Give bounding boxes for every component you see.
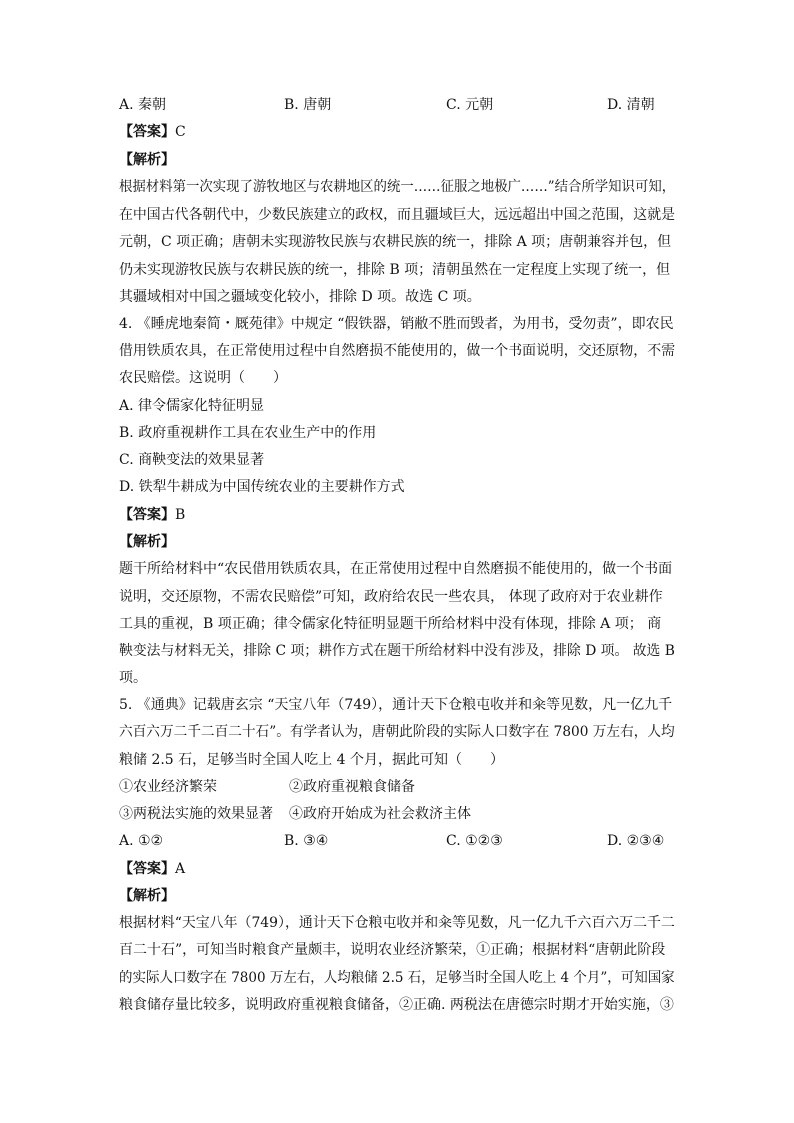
q4-analysis-line: 项。 — [119, 670, 147, 686]
q4-option-d: D. 铁犁牛耕成为中国传统农业的主要耕作方式 — [119, 479, 405, 495]
q5-option-d: D. ②③④ — [607, 833, 665, 849]
answer-tag: 【答案】 — [119, 124, 175, 140]
q3-analysis-line: 仍未实现游牧民族与农耕民族的统一，排除 B 项；清朝虽然在一定程度上实现了统一，但 — [119, 262, 671, 278]
q5-option-a: A. ①② — [119, 833, 164, 849]
q5-answer — [119, 860, 185, 878]
q5-analysis-line: 的实际人口数字在 7800 万左右，人均粮储 2.5 石，足够当时全国人吃上 4 个月”，可知国家 — [119, 970, 675, 986]
q3-analysis-line: 元朝，C 项正确；唐朝未实现游牧民族与农耕民族的统一，排除 A 项；唐朝兼容并包，但 — [119, 234, 672, 250]
q3-analysis-line: 根据材料第一次实现了游牧地区与农耕地区的统一……征服之地极广……”结合所学知识可知， — [119, 179, 676, 195]
answer-value: A — [175, 861, 186, 877]
answer-value: B — [175, 507, 186, 523]
q5-analysis-tag: 【解析】 — [119, 888, 175, 904]
q4-analysis-line: 工具的重视，B 项正确；律令儒家化特征明显题干所给材料中没有体现，排除 A 项； 商 — [119, 616, 662, 632]
answer-value: C — [175, 124, 186, 140]
q5-item-2: ②政府重视粮食储备 — [289, 779, 415, 795]
q3-analysis-tag: 【解析】 — [119, 152, 175, 168]
answer-tag: 【答案】 — [119, 507, 175, 523]
q5-analysis-line: 粮食储存量比较多，说明政府重视粮食储备，②正确. 两税法在唐德宗时期才开始实施，③ — [119, 997, 674, 1013]
q5-option-b: B. ③④ — [284, 833, 329, 849]
q3-analysis-line: 其疆域相对中国之疆域变化较小，排除 D 项。故选 C 项。 — [119, 289, 481, 305]
q3-option-c: C. 元朝 — [446, 97, 494, 113]
q5-analysis-line: 百二十石”，可知当时粮食产量颇丰，说明农业经济繁荣，①正确；根据材料“唐朝此阶段 — [119, 942, 666, 958]
q4-analysis-line: 鞅变法与材料无关，排除 C 项；耕作方式在题干所给材料中没有涉及，排除 D 项。 故选 B — [119, 643, 675, 659]
q3-option-d: D. 清朝 — [607, 97, 655, 113]
q4-stem-line: 农民赔偿。这说明（ ） — [119, 370, 287, 386]
q4-analysis-line: 题干所给材料中“农民借用铁质农具，在正常使用过程中自然磨损不能使用的，做一个书面 — [119, 561, 673, 577]
q4-stem-line: 借用铁质农具，在正常使用过程中自然磨损不能使用的，做一个书面说明，交还原物，不需 — [119, 343, 675, 359]
q4-stem-line: 4. 《睡虎地秦简・厩苑律》中规定 “假铁器，销敝不胜而毁者，为用书，受勿责”，即农民 — [119, 316, 674, 332]
q5-item-4: ④政府开始成为社会救济主体 — [289, 806, 471, 822]
q4-analysis-tag: 【解析】 — [119, 534, 175, 550]
q5-stem-line: 5. 《通典》记载唐玄宗 “天宝八年（749），通计天下仓粮屯收并和籴等见数，凡一亿九千 — [119, 697, 673, 713]
q5-stem-line: 六百六万二千二百二十石”。有学者认为，唐朝此阶段的实际人口数字在 7800 万左右，人均 — [119, 724, 675, 740]
q3-option-a: A. 秦朝 — [119, 97, 167, 113]
answer-tag: 【答案】 — [119, 861, 175, 877]
q5-item-3: ③两税法实施的效果显著 — [119, 806, 273, 822]
q5-stem-line: 粮储 2.5 石，足够当时全国人吃上 4 个月，据此可知（ ） — [119, 752, 504, 768]
q4-option-c: C. 商鞅变法的效果显著 — [119, 452, 265, 468]
q3-answer — [119, 123, 186, 141]
q3-option-b: B. 唐朝 — [284, 97, 332, 113]
q5-option-c: C. ①②③ — [446, 833, 503, 849]
q5-item-1: ①农业经济繁荣 — [119, 779, 217, 795]
q4-answer — [119, 506, 185, 524]
q4-option-b: B. 政府重视耕作工具在农业生产中的作用 — [119, 425, 377, 441]
q4-option-a: A. 律令儒家化特征明显 — [119, 398, 265, 414]
q3-analysis-line: 在中国古代各朝代中，少数民族建立的政权，而且疆域巨大，远远超出中国之范围，这就是 — [119, 207, 675, 223]
q4-analysis-line: 说明，交还原物，不需农民赔偿”可知，政府给农民一些农具， 体现了政府对于农业耕作 — [119, 589, 663, 605]
q5-analysis-line: 根据材料“天宝八年（749），通计天下仓粮屯收并和籴等见数，凡一亿九千六百六万二千二 — [119, 915, 675, 931]
